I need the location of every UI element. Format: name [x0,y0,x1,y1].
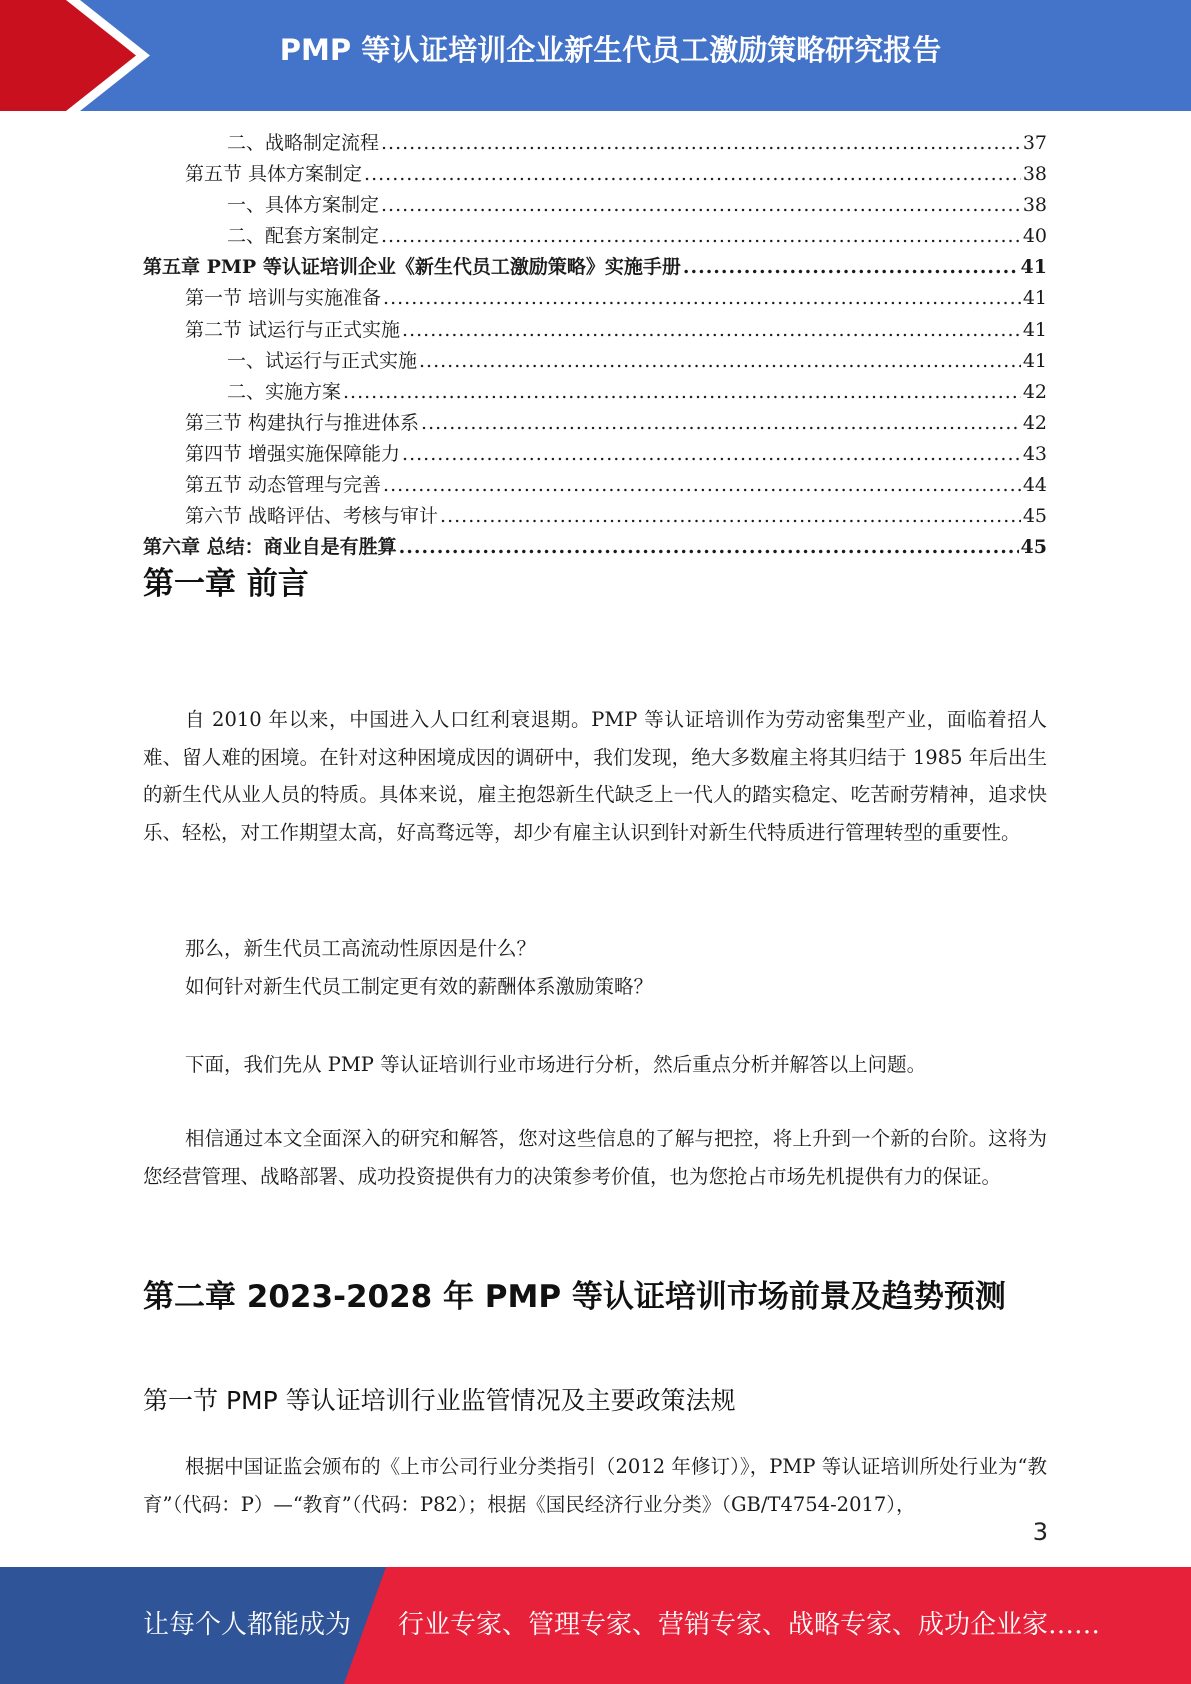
toc-entry-page: 42 [1022,411,1047,434]
toc-entry-label: 第五章 PMP 等认证培训企业《新生代员工激励策略》实施手册 [143,256,681,279]
page-header [0,0,1191,111]
toc-entry-page: 41 [1020,256,1047,279]
toc-entry-page: 43 [1022,442,1047,465]
toc-entry-label: 第三节 构建执行与推进体系 [185,411,420,434]
toc-entry[interactable] [143,252,1047,283]
toc-dot-leader [383,283,1021,314]
toc-entry-page: 44 [1022,474,1047,497]
toc-entry-label: 二、配套方案制定 [227,225,380,248]
toc-dot-leader [402,315,1021,346]
footer-slogan-right: 行业专家、管理专家、营销专家、战略专家、成功企业家…… [398,1610,1101,1640]
toc-entry-label: 二、战略制定流程 [227,132,380,154]
toc-entry[interactable] [143,377,1047,408]
toc-dot-leader [683,252,1019,283]
toc-entry[interactable] [143,221,1047,252]
toc-dot-leader [381,221,1021,252]
toc-entry-label: 第五节 具体方案制定 [185,163,363,186]
toc-entry[interactable] [143,346,1047,377]
toc-dot-leader [421,408,1021,439]
toc-dot-leader [343,377,1021,408]
toc-entry-label: 第四节 增强实施保障能力 [185,442,401,465]
toc-entry-label: 一、试运行与正式实施 [227,349,418,372]
toc-entry-page: 40 [1022,225,1047,248]
toc-dot-leader [383,470,1021,501]
toc-entry[interactable] [143,501,1047,532]
toc-entry-label: 第六章 总结：商业自是有胜算 [143,536,397,559]
toc-dot-leader [399,532,1019,563]
toc-entry[interactable] [143,315,1047,346]
chapter-1-paragraph-3: 相信通过本文全面深入的研究和解答，您对这些信息的了解与把控，将上升到一个新的台阶。这将为您经营管理、战略部署、成功投资提供有力的决策参考价值，也为您抢占市场先机提供有力的保证。 [143,1127,1047,1188]
toc-entry-page: 41 [1022,318,1047,341]
toc-entry[interactable] [143,128,1047,159]
toc-entry-page: 45 [1022,505,1047,528]
toc-entry[interactable] [143,190,1047,221]
toc-entry-page: 45 [1020,536,1047,559]
toc-entry[interactable] [143,439,1047,470]
toc-entry-label: 第五节 动态管理与完善 [185,474,382,497]
toc-entry-page: 38 [1022,163,1047,186]
toc-entry-page: 38 [1022,194,1047,217]
chapter-1-title: 第一章 前言 [143,566,309,602]
toc-dot-leader [381,190,1021,221]
toc-dot-leader [440,501,1021,532]
toc-entry[interactable] [143,532,1047,563]
toc-entry-page: 42 [1022,380,1047,403]
toc-entry[interactable] [143,283,1047,314]
toc-dot-leader [381,128,1021,159]
toc-entry-page: 37 [1022,132,1047,154]
toc-entry-label: 第二节 试运行与正式实施 [185,318,401,341]
toc-entry[interactable] [143,470,1047,501]
chapter-1-paragraph-1: 自 2010 年以来，中国进入人口红利衰退期。PMP 等认证培训作为劳动密集型产业，面临着招人难、留人难的困境。在针对这种困境成因的调研中，我们发现，绝大多数雇主将其归结于 1985 年后出生的新生代从业人员的特质。具体来说，雇主抱怨新生代缺乏上一代人的踏实稳定、吃苦耐劳精神，追求快乐、轻松，对工作期望太高，好高骛远等，却少有雇主认识到针对新生代特质进行管理转型的重要性。 [143,708,1047,844]
toc-entry-label: 第六节 战略评估、考核与审计 [185,505,439,528]
toc-dot-leader [364,159,1021,190]
toc-entry[interactable] [143,408,1047,439]
toc-entry-label: 第一节 培训与实施准备 [185,287,382,310]
chapter-1-question-2: 如何针对新生代员工制定更有效的薪酬体系激励策略？ [185,975,654,998]
toc-dot-leader [402,439,1021,470]
footer-slogan-left: 让每个人都能成为 [143,1610,352,1640]
chapter-2-title: 第二章 2023-2028 年 PMP 等认证培训市场前景及趋势预测 [143,1279,1006,1315]
toc-entry-page: 41 [1022,349,1047,372]
toc-entry-label: 二、实施方案 [227,380,342,403]
chapter-2-section-1-paragraph: 根据中国证监会颁布的《上市公司行业分类指引（2012 年修订）》，PMP 等认证培训所处行业为“教育”（代码：P）—“教育”（代码：P82）；根据《国民经济行业分类》（GB/T4754-2017）， [143,1455,1047,1516]
header-red-chevron [0,0,136,111]
toc-entry[interactable] [143,159,1047,190]
report-title: PMP 等认证培训企业新生代员工激励策略研究报告 [279,33,942,67]
page-number: 3 [1032,1518,1048,1546]
toc-entry-label: 一、具体方案制定 [227,194,380,217]
chapter-2-section-1-title: 第一节 PMP 等认证培训行业监管情况及主要政策法规 [143,1386,736,1415]
page-footer [0,1567,1191,1684]
toc-dot-leader [419,346,1021,377]
chapter-1-question-1: 那么，新生代员工高流动性原因是什么？ [185,937,537,960]
toc-entry-page: 41 [1022,287,1047,310]
table-of-contents [143,128,1047,563]
chapter-1-paragraph-2: 下面，我们先从 PMP 等认证培训行业市场进行分析，然后重点分析并解答以上问题。 [185,1053,927,1076]
